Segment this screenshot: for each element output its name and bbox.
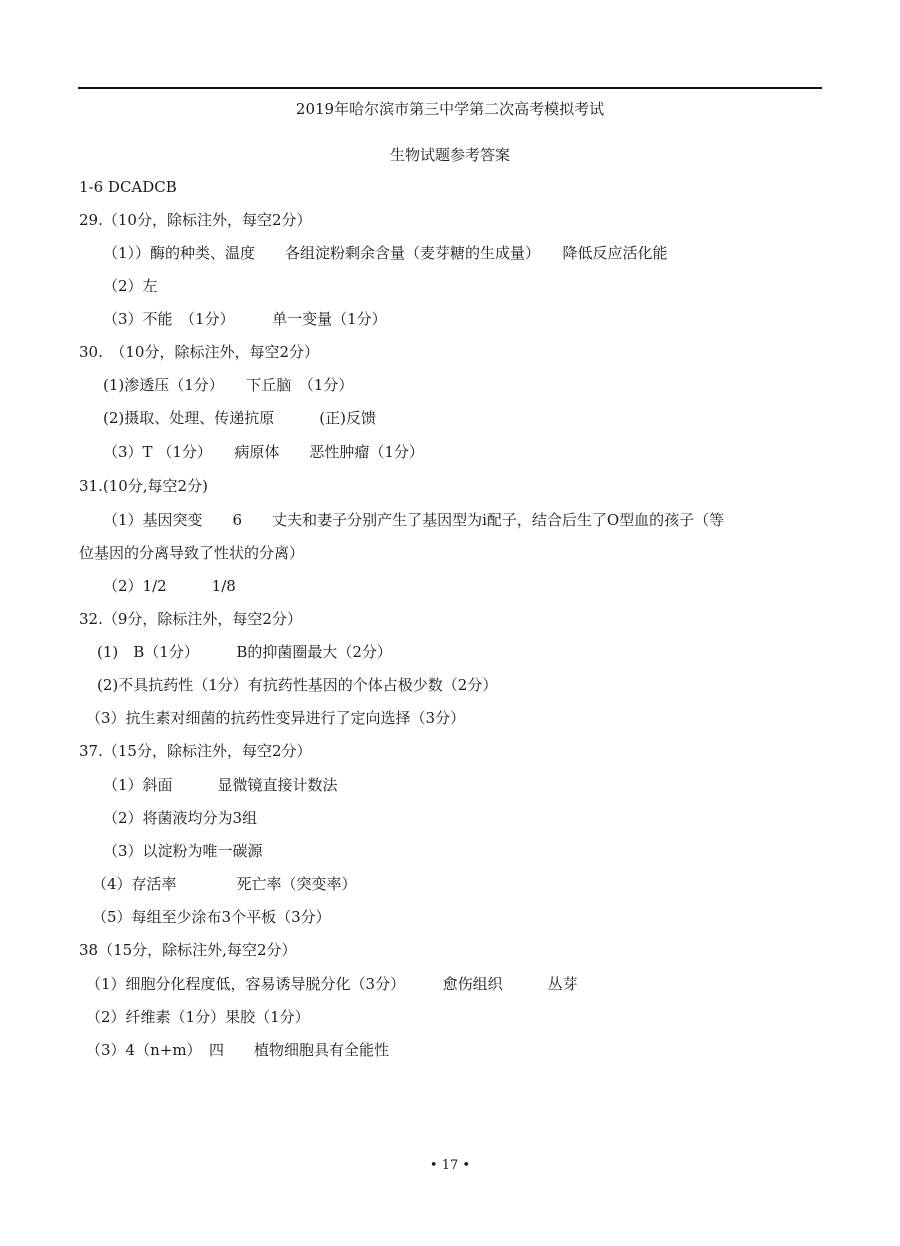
answer-line: （3）不能 （1分） 单一变量（1分） (103, 310, 387, 328)
answer-line: （1）斜面 显微镜直接计数法 (103, 776, 338, 794)
answer-heading-38: 38（15分，除标注外,每空2分） (79, 941, 297, 959)
answer-line: （1）基因突变 6 丈夫和妻子分别产生了基因型为i配子，结合后生了O型血的孩子（等 (103, 511, 725, 529)
answer-line: （5）每组至少涂布3个平板（3分） (92, 908, 331, 926)
answer-line: （1））酶的种类、温度 各组淀粉剩余含量（麦芽糖的生成量） 降低反应活化能 (103, 244, 668, 262)
answer-heading-37: 37.（15分，除标注外，每空2分） (79, 742, 312, 760)
answer-line: （4）存活率 死亡率（突变率） (92, 875, 357, 893)
document-title: 2019年哈尔滨市第三中学第二次高考模拟考试 (295, 100, 605, 118)
top-rule (78, 87, 822, 89)
answer-line: （3）抗生素对细菌的抗药性变异进行了定向选择（3分） (86, 709, 466, 727)
answer-line: （3）T （1分） 病原体 恶性肿瘤（1分） (103, 443, 424, 461)
answer-heading-31: 31.(10分,每空2分) (79, 477, 208, 495)
page-number: • 17 • (429, 1158, 471, 1173)
answer-line: (1)渗透压（1分） 下丘脑 （1分） (103, 376, 354, 394)
answer-line: （2）左 (103, 277, 158, 295)
answer-heading-29: 29.（10分，除标注外，每空2分） (79, 211, 312, 229)
answer-line: （3）以淀粉为唯一碳源 (103, 842, 263, 860)
answer-line: （2）将菌液均分为3组 (103, 809, 258, 827)
answer-line: (1) B（1分） B的抑菌圈最大（2分） (97, 643, 392, 661)
answer-line: 位基因的分离导致了性状的分离） (79, 544, 305, 562)
answer-line: （3）4（n+m） 四 植物细胞具有全能性 (86, 1041, 390, 1059)
answer-line: （2）纤维素（1分）果胶（1分） (86, 1008, 310, 1026)
answer-line-mc: 1-6 DCADCB (79, 178, 177, 196)
document-subtitle: 生物试题参考答案 (389, 146, 510, 164)
answer-heading-30: 30. （10分，除标注外，每空2分） (79, 343, 319, 361)
answer-line: （1）细胞分化程度低，容易诱导脱分化（3分） 愈伤组织 丛芽 (86, 975, 578, 993)
answer-line: (2)摄取、处理、传递抗原 (正)反馈 (103, 409, 376, 427)
answer-line: （2）1/2 1/8 (103, 577, 236, 595)
answer-heading-32: 32.（9分，除标注外，每空2分） (79, 610, 302, 628)
answer-line: (2)不具抗药性（1分）有抗药性基因的个体占极少数（2分） (97, 676, 498, 694)
